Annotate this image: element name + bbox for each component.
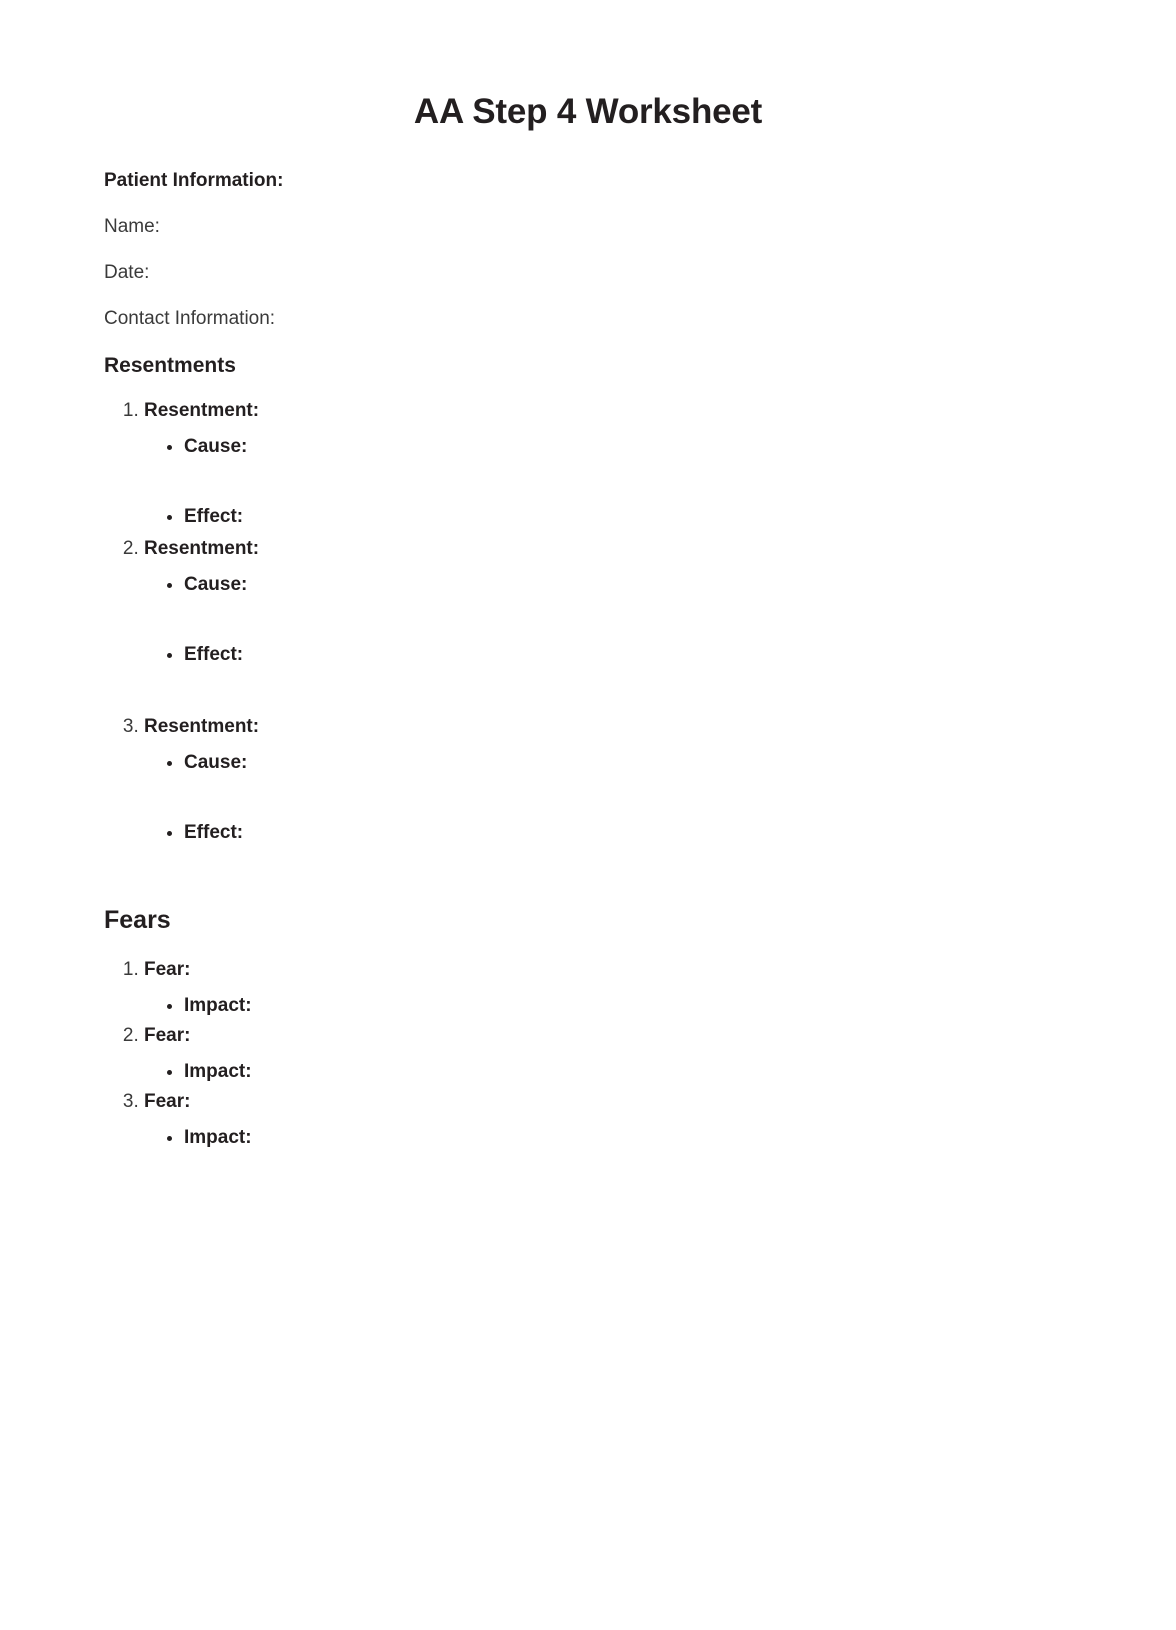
cause-label[interactable]: Cause:	[184, 574, 248, 595]
impact-label[interactable]: Impact:	[184, 1127, 252, 1148]
list-item	[144, 538, 1072, 710]
fear-detail-list	[144, 1061, 1072, 1083]
list-item	[184, 822, 1072, 844]
list-item	[144, 1025, 1072, 1083]
impact-label[interactable]: Impact:	[184, 995, 252, 1016]
resentment-detail-list	[144, 436, 1072, 528]
fear-detail-list	[144, 1127, 1072, 1149]
list-item	[144, 1091, 1072, 1149]
patient-information-heading: Patient Information:	[104, 170, 284, 191]
patient-information-section	[104, 170, 1072, 330]
resentments-heading: Resentments	[104, 354, 236, 377]
list-item	[184, 436, 1072, 458]
date-field-label[interactable]: Date:	[104, 262, 150, 283]
fear-label[interactable]: Fear:	[144, 959, 191, 980]
contact-information-field-label[interactable]: Contact Information:	[104, 308, 276, 329]
resentment-label[interactable]: Resentment:	[144, 400, 260, 421]
list-item	[144, 400, 1072, 528]
fears-section	[104, 906, 1072, 1149]
list-item	[144, 716, 1072, 844]
cause-label[interactable]: Cause:	[184, 752, 248, 773]
list-item	[184, 506, 1072, 528]
list-item	[184, 644, 1072, 666]
spacer	[144, 676, 1072, 710]
resentment-detail-list	[144, 752, 1072, 844]
resentment-detail-list	[144, 574, 1072, 666]
fears-heading: Fears	[104, 906, 171, 934]
fears-list	[104, 959, 1072, 1149]
fear-detail-list	[144, 995, 1072, 1017]
fear-label[interactable]: Fear:	[144, 1025, 191, 1046]
cause-label[interactable]: Cause:	[184, 436, 248, 457]
list-item	[144, 959, 1072, 1017]
list-item	[184, 1061, 1072, 1083]
list-item	[184, 752, 1072, 774]
resentment-label[interactable]: Resentment:	[144, 716, 260, 737]
list-item	[184, 995, 1072, 1017]
name-field-label[interactable]: Name:	[104, 216, 160, 237]
list-item	[184, 574, 1072, 596]
list-item	[184, 1127, 1072, 1149]
effect-label[interactable]: Effect:	[184, 822, 244, 843]
fear-label[interactable]: Fear:	[144, 1091, 191, 1112]
effect-label[interactable]: Effect:	[184, 506, 244, 527]
resentments-section	[104, 354, 1072, 844]
resentment-label[interactable]: Resentment:	[144, 538, 260, 559]
impact-label[interactable]: Impact:	[184, 1061, 252, 1082]
resentments-list	[104, 400, 1072, 844]
effect-label[interactable]: Effect:	[184, 644, 244, 665]
page-title: AA Step 4 Worksheet	[413, 92, 763, 131]
